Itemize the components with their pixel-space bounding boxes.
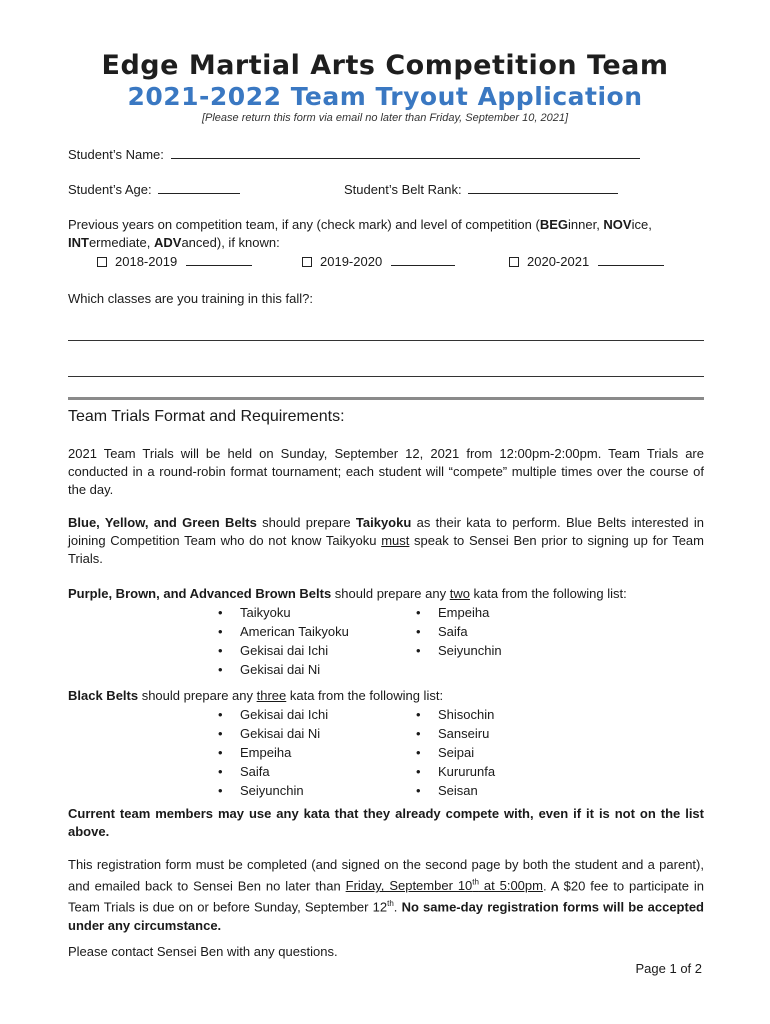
list-item: • Gekisai dai Ni: [218, 726, 321, 741]
student-name-row: [68, 146, 640, 164]
list-item: • Taikyoku: [218, 605, 291, 620]
ordinal-suffix: th: [387, 899, 394, 909]
checkbox[interactable]: [302, 257, 312, 267]
level-field[interactable]: [391, 253, 455, 266]
return-note: [Please return this form via email no later than Friday, September 10, 2021]: [201, 112, 569, 124]
level-int: INT: [68, 235, 89, 250]
previous-years-text: ermediate,: [88, 235, 154, 250]
kata-list-purple-left: [218, 603, 349, 679]
previous-years-text: anced), if known:: [181, 235, 280, 250]
classes-answer-line-2[interactable]: [68, 376, 704, 377]
list-item: • Gekisai dai Ni: [218, 662, 321, 677]
list-item: • Gekisai dai Ichi: [218, 643, 329, 658]
requirement-text: should prepare any: [138, 688, 257, 703]
current-members-note: Current team members may use any kata that they already compete with, even if it is not on the list above.: [68, 806, 704, 839]
belt-rank-field[interactable]: [468, 181, 618, 194]
list-item: • Seisan: [416, 783, 478, 798]
student-name-field[interactable]: [171, 146, 640, 159]
no-same-day-note: No same-day registration forms will be accepted under any circumstance.: [68, 899, 704, 933]
list-item: • Seiyunchin: [416, 643, 502, 658]
page-number: Page 1 of 2: [635, 961, 702, 976]
level-field[interactable]: [186, 253, 252, 266]
deadline-date: Friday, September 10th at 5:00pm: [345, 878, 543, 894]
year-label: 2019-2020: [320, 254, 383, 269]
belt-rank-label: Student’s Belt Rank:: [344, 182, 462, 197]
page-title: Edge Martial Arts Competition Team: [101, 50, 669, 81]
black-belt-requirements: [68, 687, 704, 705]
belt-group-label: Black Belts: [68, 688, 139, 703]
belt-group-label: Purple, Brown, and Advanced Brown Belts: [68, 586, 332, 601]
previous-years-line1: [68, 216, 652, 234]
student-name-label: Student’s Name:: [68, 147, 164, 162]
requirement-text: should prepare any: [331, 586, 450, 601]
year-option-2018[interactable]: [97, 253, 252, 271]
requirement-text: speak to Sensei Ben prior to signing up for Team Trials.: [68, 533, 704, 566]
emphasis-two: two: [449, 586, 470, 601]
student-age-label: Student’s Age:: [68, 182, 152, 197]
list-item: • Seiyunchin: [218, 783, 304, 798]
list-item: • Seipai: [416, 745, 475, 760]
year-option-2020[interactable]: [509, 253, 664, 271]
registration-instructions: [68, 856, 704, 935]
checkbox[interactable]: [97, 257, 107, 267]
list-item: • Empeiha: [218, 745, 292, 760]
year-option-2019[interactable]: [302, 253, 455, 271]
requirement-text: kata from the following list:: [286, 688, 444, 703]
checkbox[interactable]: [509, 257, 519, 267]
requirement-text: should prepare: [256, 515, 356, 530]
emphasis-three: three: [256, 688, 287, 703]
list-item: • Sanseiru: [416, 726, 490, 741]
list-item: • Gekisai dai Ichi: [218, 707, 329, 722]
emphasis-must: must: [381, 533, 410, 548]
list-item: • Saifa: [218, 764, 270, 779]
student-age-field[interactable]: [158, 181, 240, 194]
list-item: • American Taikyoku: [218, 624, 349, 639]
page-subtitle: 2021-2022 Team Tryout Application: [127, 82, 643, 111]
registration-text: . A $20 fee to participate in Team Trials is due on or before Sunday, September 12: [68, 878, 704, 915]
previous-years-text: ice,: [631, 217, 652, 232]
list-item: • Kururunfa: [416, 764, 496, 779]
student-age-row: [68, 181, 240, 199]
kata-list-black-right: [416, 705, 495, 800]
belt-rank-row: [344, 181, 618, 199]
registration-text: This registration form must be completed (and signed on the second page by both the student and a parent), and emailed back to Sensei Ben no later than: [68, 857, 704, 894]
previous-years-line2: [68, 234, 280, 252]
level-beg: BEG: [539, 217, 568, 232]
contact-note: Please contact Sensei Ben with any questions.: [68, 944, 338, 959]
kata-list-purple-right: [416, 603, 502, 660]
blue-yellow-green-requirements: [68, 514, 704, 568]
level-adv: ADV: [154, 235, 182, 250]
year-label: 2018-2019: [115, 254, 178, 269]
year-label: 2020-2021: [527, 254, 590, 269]
list-item: • Shisochin: [416, 707, 495, 722]
requirement-text: as their kata to perform. Blue Belts interested in joining Competition Team who do not know Taikyoku: [68, 515, 705, 548]
level-nov: NOV: [603, 217, 632, 232]
previous-years-text: inner,: [568, 217, 604, 232]
list-item: • Empeiha: [416, 605, 490, 620]
trials-heading: Team Trials Format and Requirements:: [68, 408, 345, 425]
requirement-text: kata from the following list:: [469, 586, 627, 601]
kata-list-black-left: [218, 705, 328, 800]
registration-text: .: [393, 899, 402, 915]
classes-answer-line-1[interactable]: [68, 340, 704, 341]
section-divider: [68, 397, 704, 400]
previous-years-text: Previous years on competition team, if any (check mark) and level of competition (: [68, 217, 540, 232]
list-item: • Saifa: [416, 624, 468, 639]
level-field[interactable]: [598, 253, 664, 266]
belt-group-label: Blue, Yellow, and Green Belts: [68, 515, 257, 530]
trials-intro: 2021 Team Trials will be held on Sunday, September 12, 2021 from 12:00pm-2:00pm. Team Trials are conducted in a round-robin format tournament; each student will “compete” multiple times over the course of the day.: [68, 446, 704, 497]
kata-name: Taikyoku: [355, 515, 412, 530]
purple-brown-requirements: [68, 585, 704, 603]
classes-label: Which classes are you training in this fall?:: [68, 291, 313, 306]
